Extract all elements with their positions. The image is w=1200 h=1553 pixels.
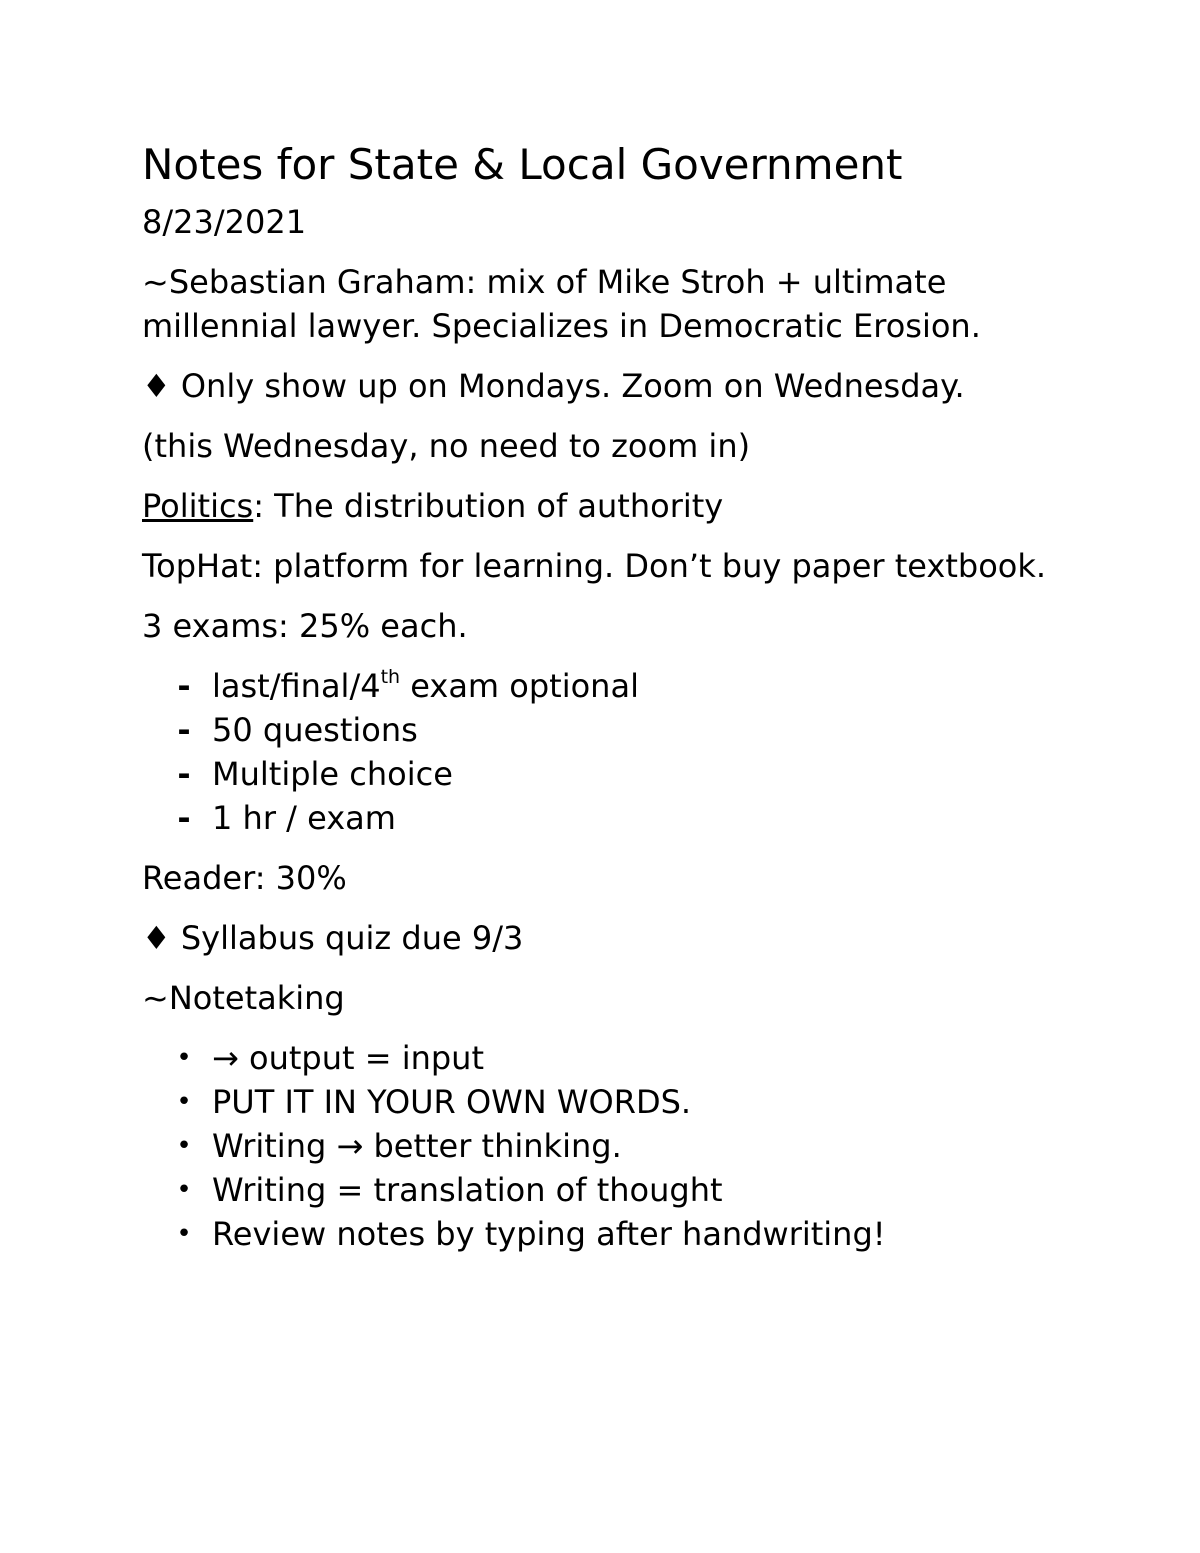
list-item-text: exam optional — [400, 667, 639, 705]
attendance-note: ♦ Only show up on Mondays. Zoom on Wednesday. — [142, 367, 965, 405]
politics-term: Politics — [142, 487, 254, 525]
notetaking-list — [142, 1036, 1102, 1256]
list-item-text: Writing → better thinking. — [212, 1127, 622, 1165]
list-item-text: last/final/4 — [212, 667, 381, 705]
list-item-text: Review notes by typing after handwriting! — [212, 1215, 886, 1253]
ordinal-suffix: th — [380, 666, 401, 688]
bullet-marker: • — [176, 1043, 192, 1073]
politics-definition-text: : The distribution of authority — [253, 487, 724, 525]
reader-weight: Reader: 30% — [142, 859, 347, 897]
list-item — [142, 1036, 1102, 1080]
dash-marker: - — [177, 667, 191, 705]
syllabus-quiz-note: ♦ Syllabus quiz due 9/3 — [142, 919, 524, 957]
bullet-marker: • — [176, 1087, 192, 1117]
exams-list — [142, 664, 1102, 840]
list-item — [142, 708, 1102, 752]
document-title: Notes for State & Local Government — [142, 140, 903, 189]
exams-heading: 3 exams: 25% each. — [142, 607, 468, 645]
document-page — [142, 138, 1102, 1272]
dash-marker: - — [177, 755, 191, 793]
list-item — [142, 1212, 1102, 1256]
bullet-marker: • — [176, 1219, 192, 1249]
notetaking-heading: ~Notetaking — [142, 979, 345, 1017]
dash-marker: - — [177, 711, 191, 749]
bullet-marker: • — [176, 1131, 192, 1161]
dash-marker: - — [177, 799, 191, 837]
list-item-text: 1 hr / exam — [212, 799, 396, 837]
list-item-text: 50 questions — [212, 711, 418, 749]
instructor-intro: ~Sebastian Graham: mix of Mike Stroh + ultimate millennial lawyer. Specializes in Democratic Erosion. — [142, 263, 981, 345]
list-item-text: Multiple choice — [212, 755, 453, 793]
list-item-text: PUT IT IN YOUR OWN WORDS. — [212, 1083, 692, 1121]
list-item — [142, 796, 1102, 840]
bullet-marker: • — [176, 1175, 192, 1205]
list-item-text: Writing = translation of thought — [212, 1171, 723, 1209]
date-line: 8/23/2021 — [142, 203, 307, 241]
list-item — [142, 1168, 1102, 1212]
list-item — [142, 752, 1102, 796]
list-item — [142, 1080, 1102, 1124]
politics-definition — [142, 484, 1102, 528]
list-item — [142, 664, 1102, 708]
tophat-note: TopHat: platform for learning. Don’t buy paper textbook. — [142, 547, 1047, 585]
attendance-subnote: (this Wednesday, no need to zoom in) — [142, 427, 751, 465]
list-item — [142, 1124, 1102, 1168]
list-item-text: → output = input — [212, 1039, 484, 1077]
